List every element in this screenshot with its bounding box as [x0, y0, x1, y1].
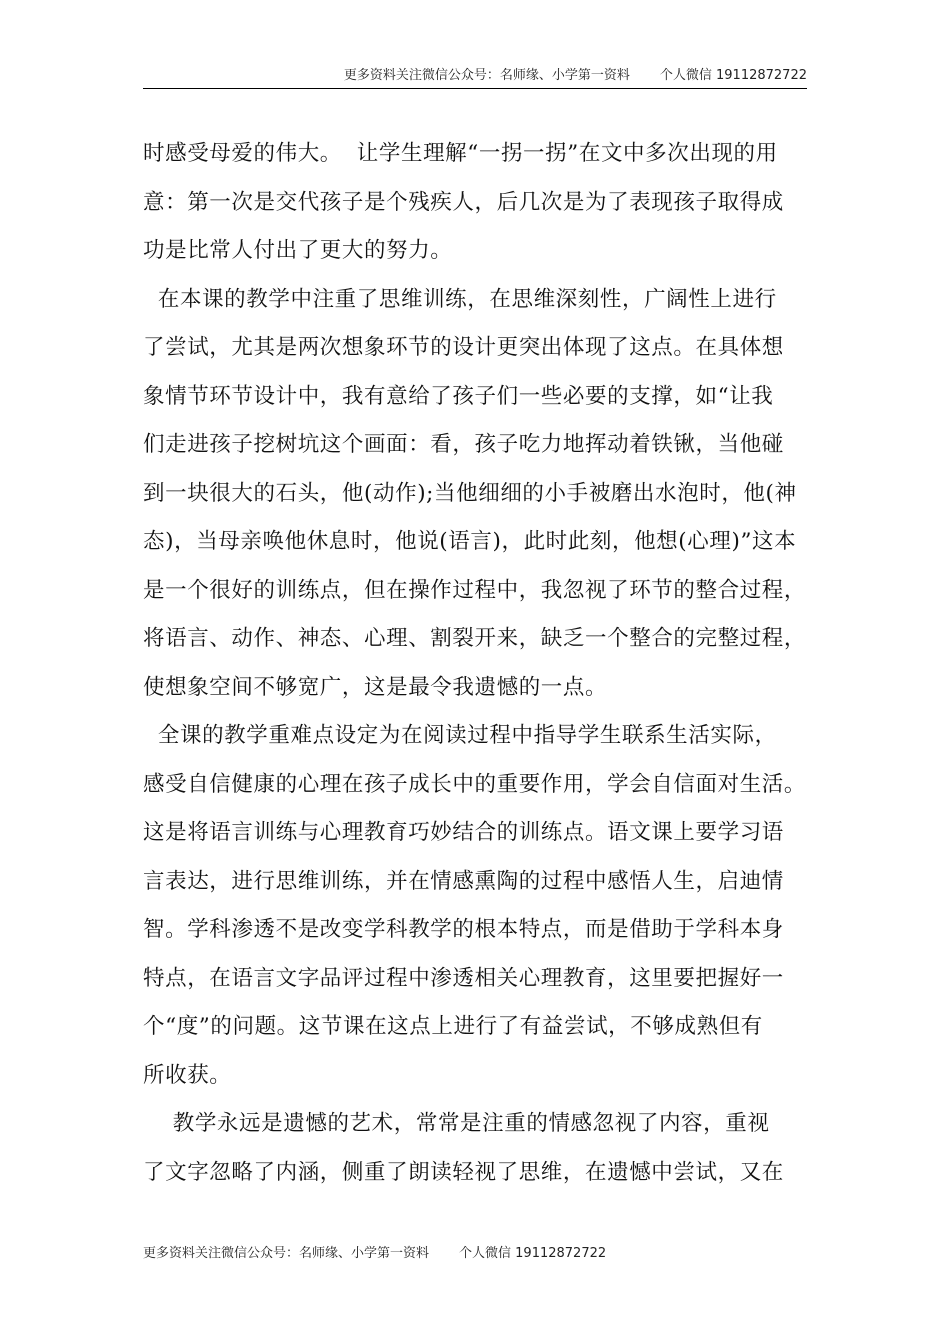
text-line: 意：第一次是交代孩子是个残疾人，后几次是为了表现孩子取得成 [143, 189, 784, 215]
text-line: 是一个很好的训练点，但在操作过程中，我忽视了环节的整合过程， [143, 577, 807, 603]
text-line: 使想象空间不够宽广，这是最令我遗憾的一点。 [143, 674, 608, 700]
text-line: 了尝试，尤其是两次想象环节的设计更突出体现了这点。在具体想 [143, 335, 784, 360]
text-line: 们走进孩子挖树坑这个画面：看，孩子吃力地挥动着铁锹，当他碰 [143, 432, 784, 457]
footer-public-account: 更多资料关注微信公众号：名师缘、小学第一资料 [143, 1246, 430, 1261]
header-rule [143, 88, 807, 89]
text-line: 个“度”的问题。这节课在这点上进行了有益尝试，不够成熟但有 [143, 1014, 763, 1039]
page-header [143, 66, 807, 88]
header-wechat: 个人微信 19112872722 [659, 68, 807, 83]
text-line: 言表达，进行思维训练，并在情感熏陶的过程中感悟人生，启迪情 [143, 868, 784, 894]
text-line: 了文字忽略了内涵，侧重了朗读轻视了思维，在遗憾中尝试，又在 [143, 1159, 784, 1185]
page-footer [143, 1244, 807, 1266]
header-public-account: 更多资料关注微信公众号：名师缘、小学第一资料 [343, 68, 630, 83]
text-line: 所收获。 [143, 1062, 232, 1088]
text-line: 在本课的教学中注重了思维训练，在思维深刻性，广阔性上进行 [143, 286, 777, 312]
text-line: 全课的教学重难点设定为在阅读过程中指导学生联系生活实际， [143, 723, 777, 748]
text-line: 这是将语言训练与心理教育巧妙结合的训练点。语文课上要学习语 [143, 820, 784, 845]
text-line: 功是比常人付出了更大的努力。 [143, 238, 453, 263]
text-line: 象情节环节设计中，我有意给了孩子们一些必要的支撑，如“让我 [143, 383, 774, 409]
text-line: 教学永远是遗憾的艺术，常常是注重的情感忽视了内容，重视 [143, 1111, 770, 1136]
text-line: 到一块很大的石头，他(动作);当他细细的小手被磨出水泡时，他(神 [143, 480, 797, 506]
body-text [143, 130, 807, 1197]
footer-wechat: 个人微信 19112872722 [459, 1246, 607, 1261]
text-line: 感受自信健康的心理在孩子成长中的重要作用，学会自信面对生活。 [143, 771, 807, 797]
text-line: 智。学科渗透不是改变学科教学的根本特点，而是借助于学科本身 [143, 917, 784, 942]
text-line: 将语言、动作、神态、心理、割裂开来，缺乏一个整合的完整过程， [143, 626, 807, 651]
text-line: 特点，在语言文字品评过程中渗透相关心理教育，这里要把握好一 [143, 965, 784, 991]
text-line: 时感受母爱的伟大。 让学生理解“一拐一拐”在文中多次出现的用 [143, 141, 778, 166]
text-line: 态)，当母亲唤他休息时，他说(语言)，此时此刻，他想(心理)”这本 [143, 529, 797, 554]
